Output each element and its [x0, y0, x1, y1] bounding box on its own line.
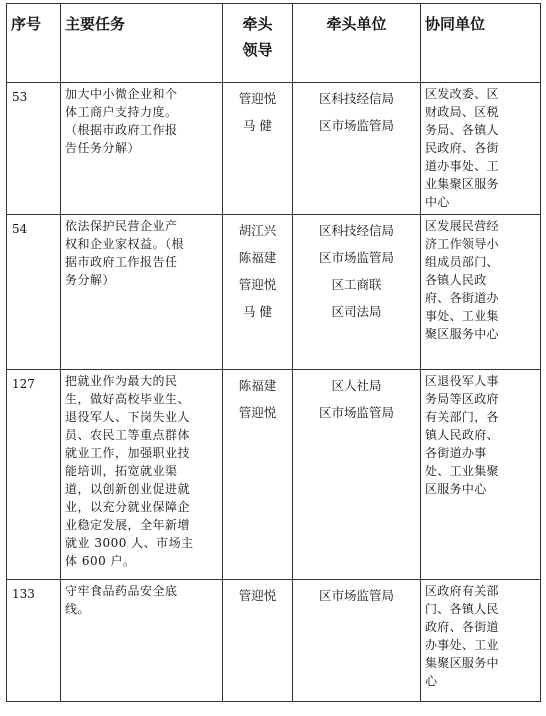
coop-unit-cell-line: 府、各街道办 — [425, 291, 499, 305]
task-cell — [61, 580, 223, 702]
lead-unit-cell — [293, 83, 421, 215]
coop-unit-cell-line: 组成员部门、 — [425, 255, 499, 269]
table-header-row — [7, 4, 541, 83]
lead-unit-cell — [293, 370, 421, 580]
table-row — [7, 83, 541, 215]
leader-cell-line: 马 健 — [243, 118, 272, 133]
coop-unit-cell-line: 济工作领导小 — [425, 237, 499, 251]
leader-cell — [223, 83, 293, 215]
task-cell-line: 把就业作为最大的民 — [65, 374, 178, 388]
lead-unit-cell-line: 区司法局 — [331, 304, 382, 319]
header-no: 序号 — [7, 4, 61, 83]
task-cell-line: （根据市政府工作报 — [65, 123, 178, 137]
leader-cell-line: 胡江兴 — [238, 223, 277, 238]
row-number: 54 — [7, 215, 61, 370]
coop-unit-cell-line: 区服务中心 — [425, 482, 487, 496]
task-cell-line: 据市政府工作报告任 — [65, 255, 178, 269]
coop-unit-cell-line: 中心 — [425, 195, 450, 209]
task-cell-line: 线。 — [65, 602, 91, 616]
leader-cell-line: 管迎悦 — [238, 91, 277, 106]
leader-cell-line: 管迎悦 — [238, 588, 277, 603]
coop-unit-cell-line: 政府、各街道 — [425, 620, 499, 634]
coop-unit-cell-line: 各街道办事 — [425, 446, 487, 460]
task-cell-line: 就业工作，加强职业技 — [65, 446, 191, 460]
lead-unit-cell-line: 区市场监管局 — [318, 588, 394, 603]
coop-unit-cell-line: 处、工业集聚 — [425, 464, 499, 478]
task-cell-line: 就业 3000 人、市场主 — [65, 536, 194, 550]
coop-unit-cell — [421, 370, 541, 580]
coop-unit-cell-line: 办事处、工业 — [425, 638, 499, 652]
header-lead-line1: 牵头 — [242, 15, 273, 33]
coop-unit-cell-line: 区发改委、区 — [425, 87, 499, 101]
task-cell-line: 加大中小微企业和个 — [65, 87, 178, 101]
table-row — [7, 370, 541, 580]
task-cell — [61, 370, 223, 580]
leader-cell-line: 马 健 — [243, 304, 272, 319]
table-row — [7, 215, 541, 370]
task-cell-line: 依法保护民营企业产 — [65, 219, 178, 233]
lead-unit-cell — [293, 580, 421, 702]
task-cell-line: 生，做好高校毕业生、 — [65, 392, 191, 406]
task-cell-line: 业稳定发展，全年新增 — [65, 518, 191, 532]
leader-cell-line: 管迎悦 — [238, 277, 277, 292]
task-cell-line: 员、农民工等重点群体 — [65, 428, 191, 442]
coop-unit-cell-line: 聚区服务中心 — [425, 327, 499, 341]
leader-cell — [223, 215, 293, 370]
coop-unit-cell-line: 各镇人民政 — [425, 273, 487, 287]
coop-unit-cell-line: 区发展民营经 — [425, 219, 499, 233]
task-cell-line: 退役军人、下岗失业人 — [65, 410, 191, 424]
task-cell-line: 体工商户支持力度。 — [65, 105, 178, 119]
task-cell-line: 道，以创新创业促进就 — [65, 482, 191, 496]
coop-unit-cell-line: 镇人民政府、 — [425, 428, 499, 442]
lead-unit-cell-line: 区人社局 — [331, 378, 382, 393]
row-number: 127 — [7, 370, 61, 580]
task-cell — [61, 83, 223, 215]
task-cell-line: 务分解） — [65, 273, 116, 287]
lead-unit-cell-line: 区科技经信局 — [318, 223, 394, 238]
task-cell-line: 体 600 户。 — [65, 554, 136, 568]
coop-unit-cell-line: 务局等区政府 — [425, 392, 499, 406]
coop-unit-cell-line: 区退役军人事 — [425, 374, 499, 388]
task-table — [6, 3, 541, 702]
coop-unit-cell-line: 有关部门，各 — [425, 410, 499, 424]
coop-unit-cell-line: 集聚区服务中 — [425, 656, 499, 670]
task-cell-line: 能培训，拓宽就业渠 — [65, 464, 178, 478]
lead-unit-cell-line: 区市场监管局 — [318, 118, 394, 133]
table-row — [7, 580, 541, 702]
coop-unit-cell-line: 财政局、区税 — [425, 105, 499, 119]
coop-unit-cell-line: 门、各镇人民 — [425, 602, 499, 616]
leader-cell — [223, 370, 293, 580]
lead-unit-cell — [293, 215, 421, 370]
coop-unit-cell — [421, 83, 541, 215]
coop-unit-cell-line: 道办事处、工 — [425, 159, 499, 173]
coop-unit-cell-line: 业集聚区服务 — [425, 177, 499, 191]
task-cell-line: 权和企业家权益。（根 — [65, 237, 185, 251]
coop-unit-cell-line: 事处、工业集 — [425, 309, 499, 323]
lead-unit-cell-line: 区科技经信局 — [318, 91, 394, 106]
coop-unit-cell-line: 务局、各镇人 — [425, 123, 499, 137]
header-coop: 协同单位 — [421, 4, 541, 83]
leader-cell — [223, 580, 293, 702]
header-task: 主要任务 — [61, 4, 223, 83]
row-number: 133 — [7, 580, 61, 702]
leader-cell-line: 陈福建 — [238, 250, 277, 265]
task-cell-line: 告任务分解） — [65, 141, 141, 155]
row-number: 53 — [7, 83, 61, 215]
lead-unit-cell-line: 区市场监管局 — [318, 405, 394, 420]
task-table-page — [6, 3, 540, 702]
coop-unit-cell — [421, 215, 541, 370]
task-cell-line: 业，以充分就业保障企 — [65, 500, 191, 514]
header-lead-line2: 领导 — [242, 41, 273, 59]
lead-unit-cell-line: 区工商联 — [331, 277, 382, 292]
header-lead — [223, 4, 293, 83]
leader-cell-line: 管迎悦 — [238, 405, 277, 420]
coop-unit-cell — [421, 580, 541, 702]
task-cell — [61, 215, 223, 370]
coop-unit-cell-line: 区政府有关部 — [425, 584, 499, 598]
coop-unit-cell-line: 民政府、各街 — [425, 141, 499, 155]
task-cell-line: 守牢食品药品安全底 — [65, 584, 178, 598]
header-unit: 牵头单位 — [293, 4, 421, 83]
leader-cell-line: 陈福建 — [238, 378, 277, 393]
coop-unit-cell-line: 心 — [425, 674, 438, 688]
lead-unit-cell-line: 区市场监管局 — [318, 250, 394, 265]
